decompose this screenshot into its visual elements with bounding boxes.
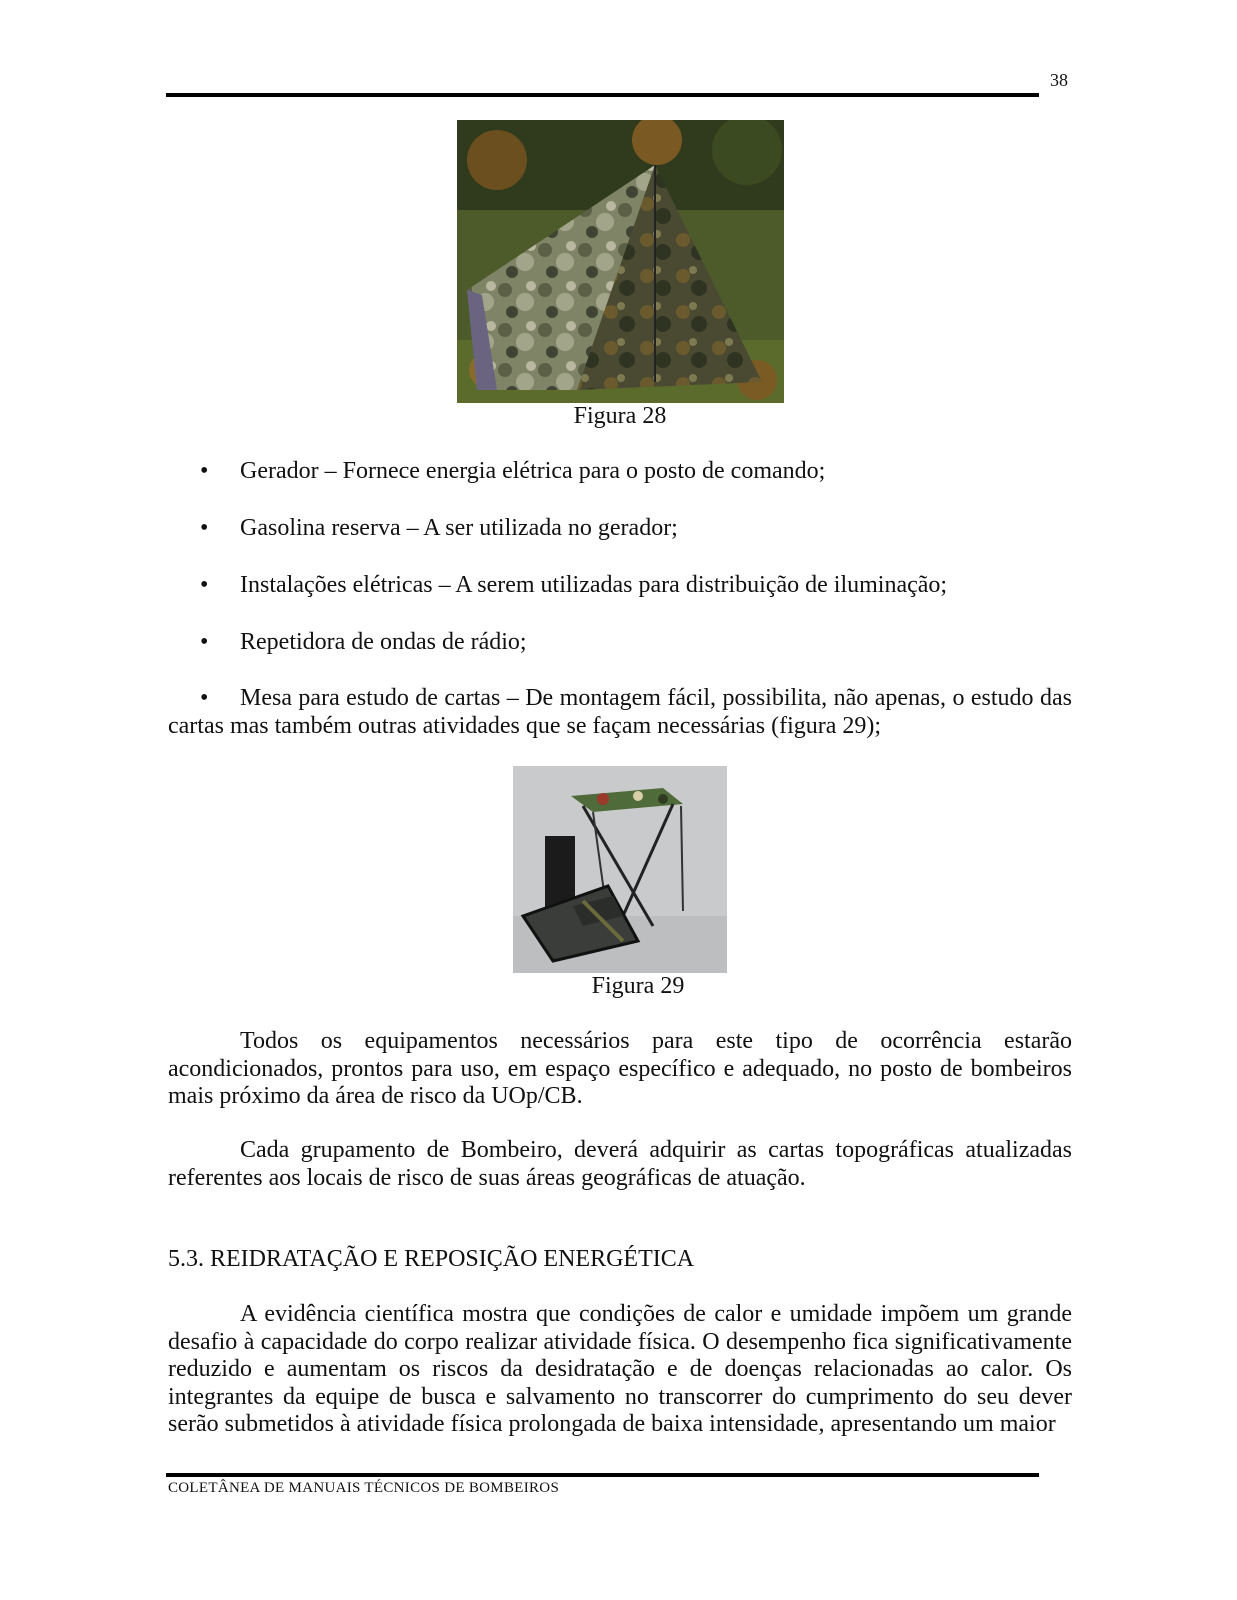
list-item: • Gerador – Fornece energia elétrica para o posto de comando;	[200, 458, 826, 484]
page-number: 38	[1050, 70, 1068, 90]
figure-28-tent-image	[457, 120, 784, 403]
list-item: • Gasolina reserva – A ser utilizada no gerador;	[200, 515, 678, 541]
section-heading: 5.3. REIDRATAÇÃO E REPOSIÇÃO ENERGÉTICA	[168, 1246, 695, 1272]
list-item: • Mesa para estudo de cartas – De montagem fácil, possibilita, não apenas, o estudo das	[200, 685, 1072, 711]
paragraph: Todos os equipamentos necessários para este tipo de ocorrência estarão acondicionados, prontos para uso, em espaço específico e adequado, no posto de bombeiros mais próximo da área de risco da UOp/CB.	[168, 1028, 1072, 1109]
footer-rule	[166, 1473, 1039, 1477]
list-item: • Instalações elétricas – A serem utilizadas para distribuição de iluminação;	[200, 572, 948, 598]
header-rule	[166, 93, 1039, 97]
figure-28-caption: Figura 28	[573, 403, 667, 429]
figure-29-caption: Figura 29	[591, 973, 685, 999]
paragraph: Cada grupamento de Bombeiro, deverá adquirir as cartas topográficas atualizadas referentes aos locais de risco de suas áreas geográficas de atuação.	[168, 1137, 1072, 1191]
paragraph: A evidência científica mostra que condições de calor e umidade impõem um grande desafio à capacidade do corpo realizar atividade física. O desempenho fica significativamente reduzido e aumentam os riscos da desidratação e de doenças relacionadas ao calor. Os integrantes da equipe de busca e salvamento no transcorrer do cumprimento do seu dever serão submetidos à atividade física prolongada de baixa intensidade, apresentando um maior	[168, 1301, 1072, 1437]
list-item: • Repetidora de ondas de rádio;	[200, 629, 527, 655]
footer-text: COLETÂNEA DE MANUAIS TÉCNICOS DE BOMBEIROS	[168, 1480, 560, 1496]
list-item-continuation: cartas mas também outras atividades que se façam necessárias (figura 29);	[168, 713, 882, 739]
figure-29-folding-table-image	[513, 766, 727, 973]
